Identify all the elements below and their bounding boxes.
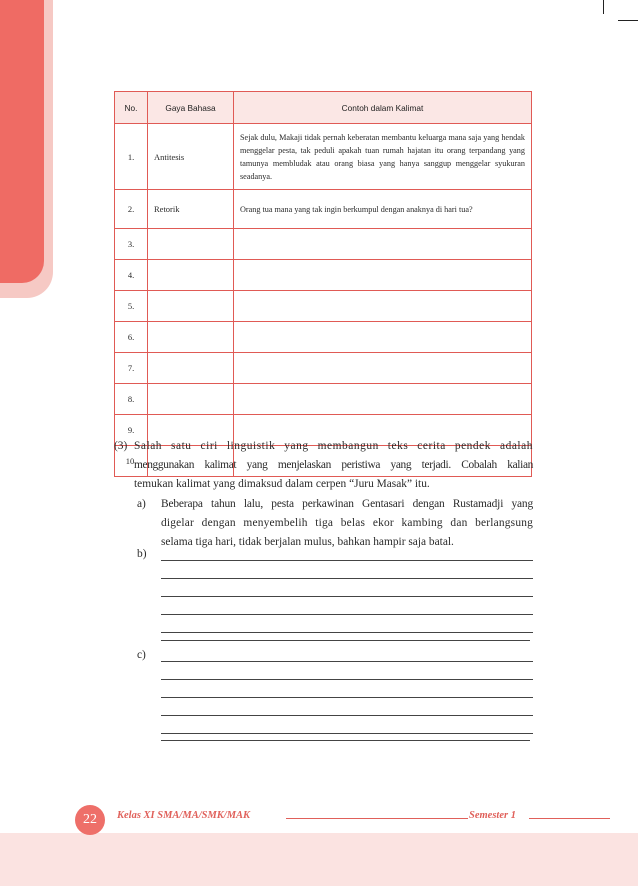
cell-contoh[interactable] <box>234 291 532 322</box>
decorative-side-tab <box>0 0 44 283</box>
table-row <box>115 190 532 229</box>
table-row <box>115 322 532 353</box>
answer-line-b[interactable] <box>161 640 530 641</box>
cell-gaya-bahasa[interactable] <box>148 260 234 291</box>
question-number: (3) <box>114 440 128 452</box>
cell-no: 4. <box>115 260 148 291</box>
cell-no: 3. <box>115 229 148 260</box>
cell-gaya-bahasa[interactable] <box>148 229 234 260</box>
item-c-label: c) <box>137 649 146 661</box>
cell-contoh[interactable] <box>234 353 532 384</box>
cell-contoh[interactable] <box>234 229 532 260</box>
cell-gaya-bahasa[interactable] <box>148 291 234 322</box>
item-b-label: b) <box>137 548 147 560</box>
header-contoh: Contoh dalam Kalimat <box>234 92 532 124</box>
gaya-bahasa-table <box>114 91 532 477</box>
footer-divider <box>529 818 610 819</box>
cell-gaya-bahasa: Antitesis <box>148 124 234 190</box>
cell-no: 6. <box>115 322 148 353</box>
item-a-text-line: selama tiga hari, tidak berjalan mulus, bahkan hampir saja batal. <box>161 536 454 548</box>
cell-contoh[interactable] <box>234 384 532 415</box>
crop-mark <box>618 20 638 21</box>
footer-divider <box>286 818 468 819</box>
question-text-line: temukan kalimat yang dimaksud dalam cerpen “Juru Masak” itu. <box>134 478 430 490</box>
table-row <box>115 353 532 384</box>
answer-line-c[interactable] <box>161 679 533 680</box>
answer-line-b[interactable] <box>161 578 533 579</box>
answer-line-c[interactable] <box>161 715 533 716</box>
question-text-line: menggunakan kalimat yang menjelaskan peristiwa yang terjadi. Cobalah kalian <box>134 459 533 471</box>
cell-gaya-bahasa[interactable] <box>148 322 234 353</box>
answer-line-c[interactable] <box>161 697 533 698</box>
table-row <box>115 291 532 322</box>
table-row <box>115 384 532 415</box>
item-a-text-line: digelar dengan menyembelih tiga belas ekor kambing dan berlangsung <box>161 517 533 529</box>
cell-no: 8. <box>115 384 148 415</box>
question-text-line: Salah satu ciri linguistik yang membangun teks cerita pendek adalah <box>134 440 533 452</box>
cell-no: 10. <box>115 446 148 477</box>
table-row <box>115 260 532 291</box>
header-no: No. <box>115 92 148 124</box>
item-a-text-line: Beberapa tahun lalu, pesta perkawinan Gentasari dengan Rustamadji yang <box>161 498 533 510</box>
cell-gaya-bahasa: Retorik <box>148 190 234 229</box>
crop-mark <box>603 0 604 14</box>
table-row <box>115 124 532 190</box>
answer-line-c[interactable] <box>161 733 533 734</box>
cell-no: 7. <box>115 353 148 384</box>
footer-book-title: Kelas XI SMA/MA/SMK/MAK <box>117 810 251 821</box>
cell-no: 5. <box>115 291 148 322</box>
item-a-label: a) <box>137 498 146 510</box>
answer-line-c[interactable] <box>161 661 533 662</box>
answer-line-b[interactable] <box>161 560 533 561</box>
answer-line-b[interactable] <box>161 596 533 597</box>
cell-gaya-bahasa[interactable] <box>148 384 234 415</box>
cell-no: 1. <box>115 124 148 190</box>
cell-contoh[interactable] <box>234 260 532 291</box>
cell-no: 2. <box>115 190 148 229</box>
answer-line-b[interactable] <box>161 614 533 615</box>
answer-line-b[interactable] <box>161 632 533 633</box>
cell-gaya-bahasa[interactable] <box>148 353 234 384</box>
answer-line-c[interactable] <box>161 740 530 741</box>
cell-contoh: Orang tua mana yang tak ingin berkumpul dengan anaknya di hari tua? <box>234 190 532 229</box>
cell-no: 9. <box>115 415 148 446</box>
table-header-row <box>115 92 532 124</box>
cell-contoh[interactable] <box>234 322 532 353</box>
footer-semester: Semester 1 <box>469 810 516 821</box>
page-number: 22 <box>75 805 105 835</box>
table-row <box>115 229 532 260</box>
header-gaya-bahasa: Gaya Bahasa <box>148 92 234 124</box>
cell-contoh: Sejak dulu, Makaji tidak pernah keberatan membantu keluarga mana saja yang hendak menggelar pesta, tak peduli apakah tuan rumah hajatan itu orang terpandang yang tamunya membludak atau orang biasa yang hanya sanggup menggelar syukuran seadanya. <box>234 124 532 190</box>
footer-band <box>0 833 638 886</box>
